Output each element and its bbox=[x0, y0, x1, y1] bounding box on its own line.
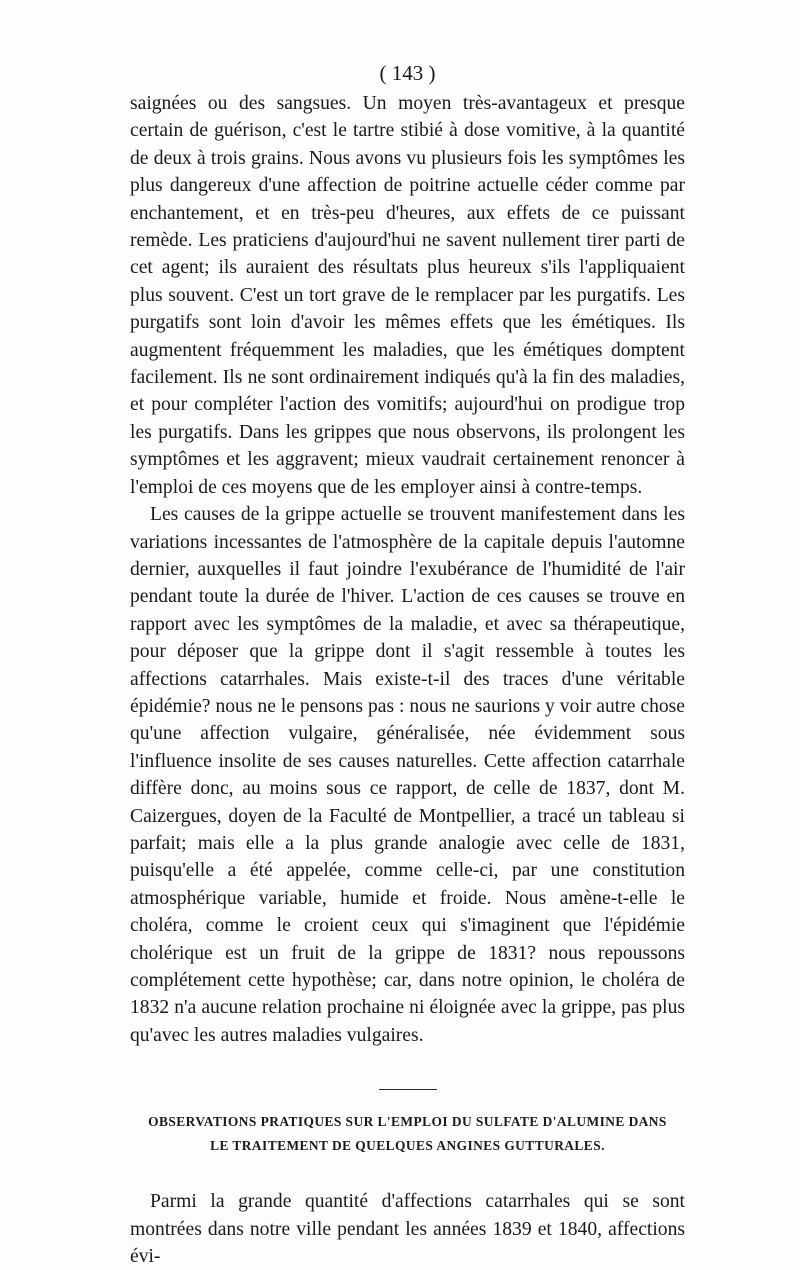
section-heading-line-2: LE TRAITEMENT DE QUELQUES ANGINES GUTTURALES. bbox=[210, 1138, 605, 1154]
page-body bbox=[130, 60, 685, 1270]
page-number: ( 143 ) bbox=[379, 61, 436, 85]
section-divider bbox=[379, 1089, 437, 1090]
section-heading bbox=[130, 1110, 685, 1158]
paragraph-section-intro: Parmi la grande quantité d'affections catarrhales qui se sont montrées dans notre ville pendant les années 1839 et 1840, affections évi- bbox=[130, 1191, 685, 1268]
paragraph-therapeutics: saignées ou des sangsues. Un moyen très-avantageux et presque certain de guérison, c'est le tartre stibié à dose vomitive, à la quantité de deux à trois grains. Nous avons vu plusieurs fois les symptômes les plus dangereux d'une affection de poitrine actuelle céder comme par enchantement, et en très-peu d'heures, aux effets de ce puissant remède. Les praticiens d'aujourd'hui ne savent nullement tirer parti de cet agent; ils auraient des résultats plus heureux s'ils l'appliquaient plus souvent. C'est un tort grave de le remplacer par les purgatifs. Les purgatifs sont loin d'avoir les mêmes effets que les émétiques. Ils augmentent fréquemment les maladies, que les émétiques domptent facilement. Ils ne sont ordinairement indiqués qu'à la fin des maladies, et pour compléter l'action des vomitifs; aujourd'hui on prodigue trop les purgatifs. Dans les grippes que nous observons, ils prolongent les symptômes et les aggravent; mieux vaudrait certainement renoncer à l'emploi de ces moyens que de les employer ainsi à contre-temps. bbox=[130, 93, 685, 498]
section-heading-line-1: OBSERVATIONS PRATIQUES SUR L'EMPLOI DU SULFATE D'ALUMINE DANS bbox=[148, 1114, 667, 1130]
paragraph-causes: Les causes de la grippe actuelle se trouvent manifestement dans les variations incessantes de l'atmosphère de la capitale depuis l'automne dernier, auxquelles il faut joindre l'exubérance de l'humidité de l'air pendant toute la durée de l'hiver. L'action de ces causes se trouve en rapport avec les symptômes de la maladie, et avec sa thérapeutique, pour déposer que la grippe dont il s'agit ressemble à toutes les affections catarrhales. Mais existe-t-il des traces d'une véritable épidémie? nous ne le pensons pas : nous ne saurions y voir autre chose qu'une affection vulgaire, généralisée, née évidemment sous l'influence insolite de ses causes naturelles. Cette affection catarrhale diffère donc, au moins sous ce rapport, de celle de 1837, dont M. Caizergues, doyen de la Faculté de Montpellier, a tracé un tableau si parfait; mais elle a la plus grande analogie avec celle de 1831, puisqu'elle a été appelée, comme celle-ci, par une constitution atmosphérique variable, humide et froide. Nous amène-t-elle le choléra, comme le croient ceux qui s'imaginent que l'épidémie cholérique est un fruit de la grippe de 1831? nous repoussons complétement cette hypothèse; car, dans notre opinion, le choléra de 1832 n'a aucune relation prochaine ni éloignée avec la grippe, pas plus qu'avec les autres maladies vulgaires. bbox=[130, 504, 685, 1046]
